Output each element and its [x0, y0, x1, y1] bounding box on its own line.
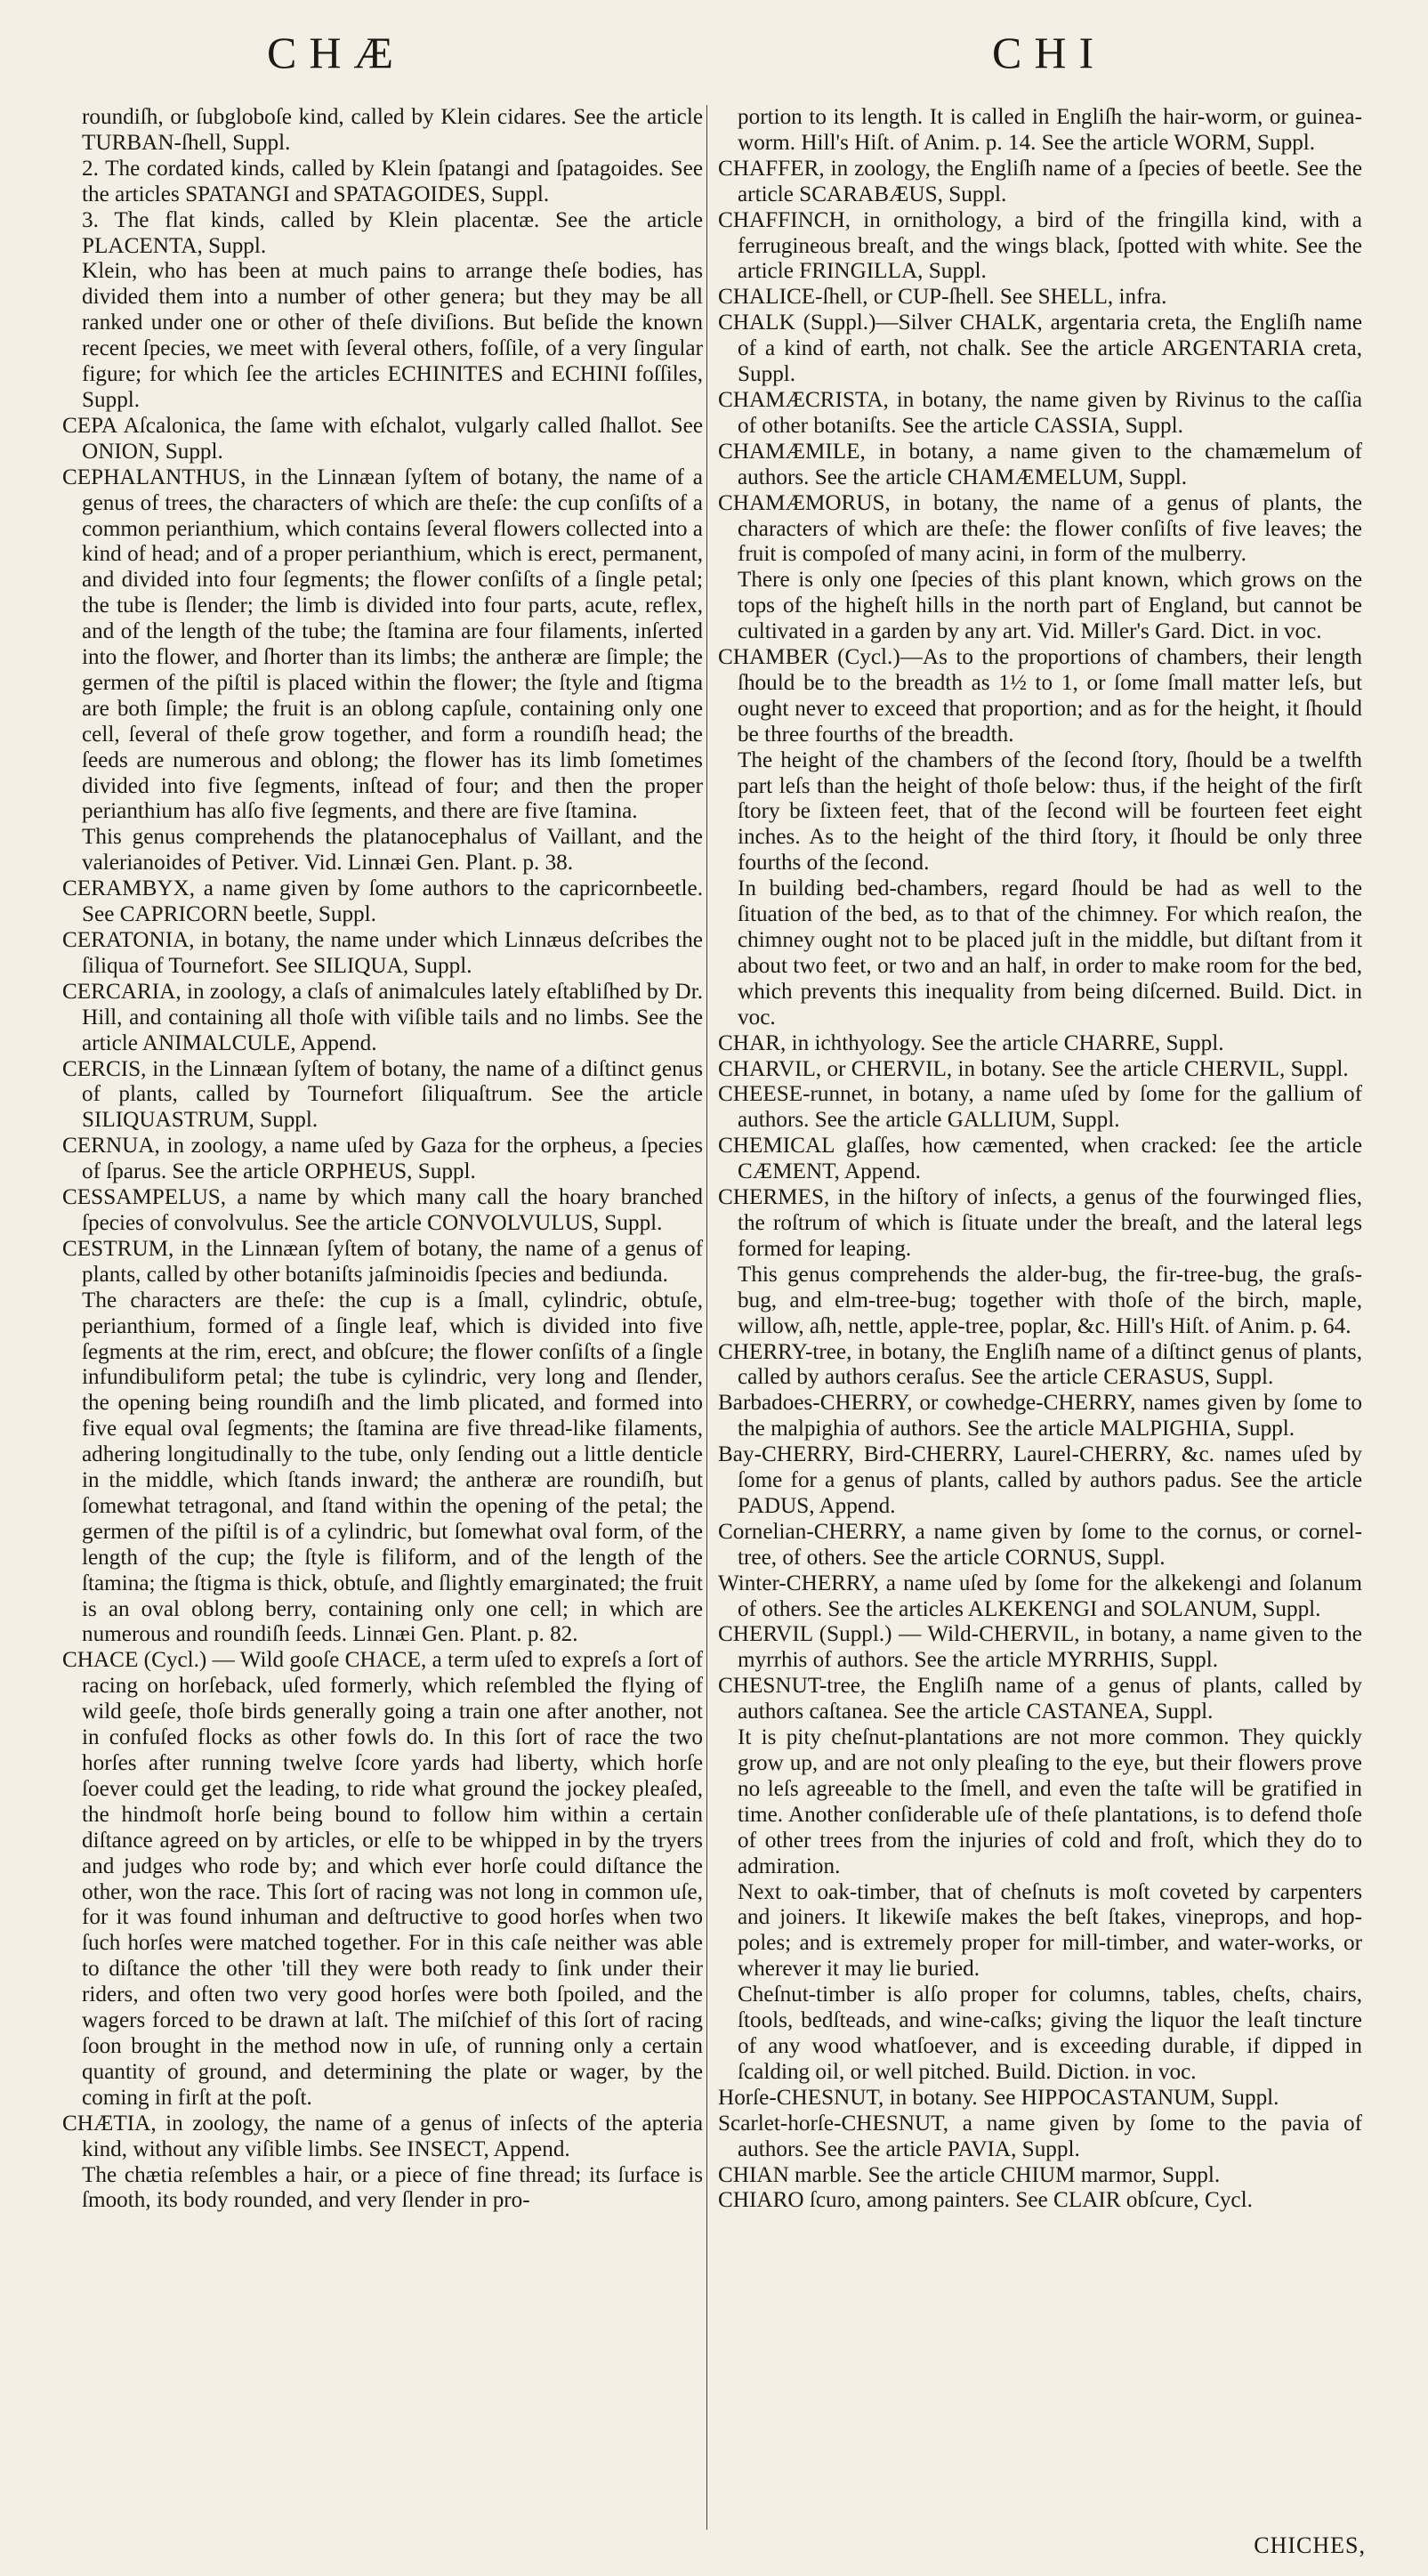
left-entry: CEPA Aſcalonica, the ſame with eſchalot, vulgarly called ſhallot. See ONION, Suppl. — [62, 413, 703, 464]
left-entry: 2. The cordated kinds, called by Klein ſpatangi and ſpatagoides. See the articles SPATANGI and SPATAGOIDES, Suppl. — [82, 156, 703, 206]
right-entry: CHERVIL (Suppl.) — Wild-CHERVIL, in botany, a name given to the myrrhis of authors. See the article MYRRHIS, Suppl. — [718, 1622, 1362, 1673]
running-head-left: CHÆ — [267, 28, 406, 77]
right-entry: CHAMÆMILE, in botany, a name given to the chamæmelum of authors. See the article CHAMÆMELUM, Suppl. — [718, 439, 1362, 489]
left-column — [62, 105, 703, 2214]
left-entry: CHÆTIA, in zoology, the name of a genus of inſects of the apteria kind, without any viſible limbs. See INSECT, Append. — [62, 2111, 703, 2161]
right-entry: Winter-CHERRY, a name uſed by ſome for the alkekengi and ſolanum of others. See the articles ALKEKENGI and SOLANUM, Suppl. — [718, 1571, 1362, 1621]
left-entry: CHACE (Cycl.) — Wild gooſe CHACE, a term uſed to expreſs a ſort of racing on horſeback, uſed formerly, which reſembled the flying of wild geeſe, thoſe birds generally going a train one after another, not in confuſed flocks as other fowls do. In this ſort of race the two horſes after running twelve ſcore yards had liberty, which horſe ſoever could get the leading, to ride what ground the jockey pleaſed, the hindmoſt horſe being bound to follow him within a certain diſtance agreed on by articles, or elſe to be whipped in by the tryers and judges who rode by; and which ever horſe could diſtance the other, won the race. This ſort of racing was not long in common uſe, for it was found inhuman and deſtructive to good horſes when two ſuch horſes were matched together. For in this caſe neither was able to diſtance the other 'till they were both ready to ſink under their riders, and often two very good horſes were both ſpoiled, and the wagers forced to be drawn at laſt. The miſchief of this ſort of racing ſoon brought in the method now in uſe, of running only a certain quantity of ground, and determining the plate or wager, by the coming in firſt at the poſt. — [62, 1648, 703, 2110]
right-entry: Cornelian-CHERRY, a name given by ſome to the cornus, or cornel-tree, of others. See the article CORNUS, Suppl. — [718, 1519, 1362, 1570]
right-entry: CHIAN marble. See the article CHIUM marmor, Suppl. — [718, 2162, 1221, 2187]
right-entry: Cheſnut-timber is alſo proper for columns, tables, cheſts, chairs, ſtools, bedſteads, and wine-caſks; giving the liquor the leaſt tincture of any wood whatſoever, and is exceeding durable, if dipped in ſcalding oil, or well pitched. Build. Diction. in voc. — [738, 1982, 1362, 2084]
right-entry: Barbadoes-CHERRY, or cowhedge-CHERRY, names given by ſome to the malpighia of authors. See the article MALPIGHIA, Suppl. — [718, 1391, 1362, 1441]
left-entry: This genus comprehends the platanocephalus of Vaillant, and the valerianoides of Petiver. Vid. Linnæi Gen. Plant. p. 38. — [82, 825, 703, 876]
right-entry: Next to oak-timber, that of cheſnuts is moſt coveted by carpenters and joiners. It likewiſe makes the beſt ſtakes, vineprops, and hop-poles; and is extremely proper for mill-timber, and water-works, or wherever it may lie buried. — [738, 1879, 1362, 1982]
right-entry: Scarlet-horſe-CHESNUT, a name given by ſome to the pavia of authors. See the article PAVIA, Suppl. — [718, 2111, 1362, 2161]
right-entry: CHIARO ſcuro, among painters. See CLAIR obſcure, Cycl. — [718, 2188, 1253, 2213]
right-entry: The height of the chambers of the ſecond ſtory, ſhould be a twelfth part leſs than the height of thoſe below: thus, if the height of the firſt ſtory be ſixteen feet, that of the ſecond will be fourteen feet eight inches. As to the height of the third ſtory, it ſhould be only three fourths of the ſecond. — [738, 747, 1362, 876]
right-entry: CHAMBER (Cycl.)—As to the proportions of chambers, their length ſhould be to the breadth as 1½ to 1, or ſome ſmall matter leſs, but ought never to exceed that proportion; and as for the height, it ſhould be three fourths of the breadth. — [718, 645, 1362, 747]
right-entry: CHERRY-tree, in botany, the Engliſh name of a diſtinct genus of plants, called by authors ceraſus. See the article CERASUS, Suppl. — [718, 1339, 1362, 1390]
catchword: CHICHES, — [1254, 2532, 1366, 2558]
running-head-right: CHI — [992, 28, 1107, 77]
left-entry: CESTRUM, in the Linnæan ſyſtem of botany, the name of a genus of plants, called by other botaniſts jaſminoidis ſpecies and bediunda. — [62, 1236, 703, 1287]
right-entry: CHALICE-ſhell, or CUP-ſhell. See SHELL, infra. — [718, 285, 1167, 310]
right-entry: CHAR, in ichthyology. See the article CHARRE, Suppl. — [718, 1030, 1224, 1055]
right-entry: In building bed-chambers, regard ſhould be had as well to the ſituation of the bed, as to that of the chimney. For which reaſon, the chimney ought not to be placed juſt in the middle, but diſtant from it about two feet, or two and an half, in order to make room for the bed, which prevents this inequality from being diſcerned. Build. Dict. in voc. — [738, 876, 1362, 1030]
right-entry: CHARVIL, or CHERVIL, in botany. See the article CHERVIL, Suppl. — [718, 1056, 1349, 1081]
left-entry: CEPHALANTHUS, in the Linnæan ſyſtem of botany, the name of a genus of trees, the characters of which are theſe: the cup conſiſts of a common perianthium, which contains ſeveral flowers collected into a kind of head; and of a proper perianthium, which is erect, permanent, and divided into four ſegments; the flower conſiſts of a ſingle petal; the tube is ſlender; the limb is divided into four parts, acute, reflex, and of the length of the tube; the ſtamina are four filaments, inſerted into the flower, and ſhorter than its limbs; the antheræ are ſimple; the germen of the piſtil is placed within the flower; the ſtyle and ſtigma are both ſimple; the fruit is an oblong capſule, containing only one cell, ſeveral of theſe grow together, and form a roundiſh head; the ſeeds are numerous and oblong; the flower has its limb ſometimes divided into five ſegments, inſtead of four; and then the proper perianthium has alſo five ſegments, and there are five ſtamina. — [62, 464, 704, 824]
left-entry: CESSAMPELUS, a name by which many call the hoary branched ſpecies of convolvulus. See the article CONVOLVULUS, Suppl. — [62, 1185, 703, 1235]
left-entry: The characters are theſe: the cup is a ſmall, cylindric, obtuſe, perianthium, formed of a ſingle leaf, which is divided into five ſegments at the rim, erect, and obſcure; the flower conſiſts of a ſingle infundibuliform petal; the tube is cylindric, very long and ſlender, the opening being roundiſh and the limb plicated, and formed into five equal oval ſegments; the ſtamina are five thread-like filaments, adhering longitudinally to the tube, only ſending out a little denticle in the middle, which ſtands inward; the antheræ are roundiſh, but ſomewhat tetragonal, and ſtand within the opening of the petal; the germen of the piſtil is of a cylindric, but ſomewhat oval form, of the length of the cup; the ſtyle is filiform, and of the length of the ſtamina; the ſtigma is thick, obtuſe, and ſlightly emarginated; the fruit is an oval oblong berry, containing only one cell; in which are numerous and roundiſh ſeeds. Linnæi Gen. Plant. p. 82. — [82, 1288, 703, 1647]
right-entry: Bay-CHERRY, Bird-CHERRY, Laurel-CHERRY, &c. names uſed by ſome for a genus of plants, called by authors padus. See the article PADUS, Append. — [718, 1442, 1362, 1518]
left-entry: CERCARIA, in zoology, a claſs of animalcules lately eſtabliſhed by Dr. Hill, and containing all thoſe with viſible tails and no limbs. See the article ANIMALCULE, Append. — [62, 979, 703, 1055]
left-entry: 3. The flat kinds, called by Klein placentæ. See the article PLACENTA, Suppl. — [82, 207, 703, 258]
left-entry: CERCIS, in the Linnæan ſyſtem of botany, the name of a diſtinct genus of plants, called by Tournefort ſiliquaſtrum. See the article SILIQUASTRUM, Suppl. — [62, 1056, 703, 1133]
right-entry: portion to its length. It is called in Engliſh the hair-worm, or guinea-worm. Hill's Hiſt. of Anim. p. 14. See the article WORM, Suppl. — [738, 105, 1362, 155]
right-entry: CHAMÆMORUS, in botany, the name of a genus of plants, the characters of which are theſe: the flower conſiſts of five leaves; the fruit is compoſed of many acini, in form of the mulberry. — [718, 490, 1362, 567]
left-entry: The chætia reſembles a hair, or a piece of fine thread; its ſurface is ſmooth, its body rounded, and very ſlender in pro- — [82, 2162, 703, 2213]
right-entry: CHAMÆCRISTA, in botany, the name given by Rivinus to the caſſia of other botaniſts. See the article CASSIA, Suppl. — [718, 387, 1362, 438]
column-divider — [706, 105, 707, 2530]
left-entry: roundiſh, or ſubgloboſe kind, called by Klein cidares. See the article TURBAN-ſhell, Suppl. — [82, 105, 703, 155]
right-entry: It is pity cheſnut-plantations are not more common. They quickly grow up, and are not only pleaſing to the eye, but their flowers prove no leſs agreeable to the ſmell, and even the taſte will be gratified in time. Another conſiderable uſe of theſe plantations, is to defend thoſe of other trees from the injuries of cold and froſt, which they do to admiration. — [738, 1725, 1362, 1878]
left-entry: CERAMBYX, a name given by ſome authors to the capricornbeetle. See CAPRICORN beetle, Suppl. — [62, 876, 703, 927]
right-entry: CHERMES, in the hiſtory of inſects, a genus of the fourwinged flies, the roſtrum of which is ſituate under the breaſt, and the lateral legs formed for leaping. — [718, 1185, 1362, 1261]
right-entry: CHESNUT-tree, the Engliſh name of a genus of plants, called by authors caſtanea. See the article CASTANEA, Suppl. — [718, 1674, 1362, 1724]
right-entry: There is only one ſpecies of this plant known, which grows on the tops of the higheſt hills in the north part of England, but cannot be cultivated in a garden by any art. Vid. Miller's Gard. Dict. in voc. — [738, 568, 1362, 644]
right-entry: CHALK (Suppl.)—Silver CHALK, argentaria creta, the Engliſh name of a kind of earth, not chalk. See the article ARGENTARIA creta, Suppl. — [718, 311, 1362, 387]
right-entry: CHEMICAL glaſſes, how cæmented, when cracked: ſee the article CÆMENT, Append. — [718, 1134, 1362, 1184]
right-entry: CHEESE-runnet, in botany, a name uſed by ſome for the gallium of authors. See the article GALLIUM, Suppl. — [718, 1082, 1362, 1133]
right-entry: Horſe-CHESNUT, in botany. See HIPPOCASTANUM, Suppl. — [718, 2085, 1279, 2110]
right-entry: CHAFFER, in zoology, the Engliſh name of a ſpecies of beetle. See the article SCARABÆUS, Suppl. — [718, 156, 1362, 206]
left-entry: CERATONIA, in botany, the name under which Linnæus deſcribes the ſiliqua of Tournefort. See SILIQUA, Suppl. — [62, 928, 703, 978]
left-entry: Klein, who has been at much pains to arrange theſe bodies, has divided them into a number of other genera; but they may be all ranked under one or other of theſe diviſions. But beſide the known recent ſpecies, we meet with ſeveral others, foſſile, of a very ſingular figure; for which ſee the articles ECHINITES and ECHINI foſſiles, Suppl. — [82, 259, 703, 412]
right-entry: This genus comprehends the alder-bug, the fir-tree-bug, the graſs-bug, and elm-tree-bug; together with thoſe of the birch, maple, willow, aſh, nettle, apple-tree, poplar, &c. Hill's Hiſt. of Anim. p. 64. — [738, 1262, 1362, 1338]
right-column — [718, 105, 1362, 2214]
right-entry: CHAFFINCH, in ornithology, a bird of the fringilla kind, with a ferrugineous breaſt, and the wings black, ſpotted with white. See the article FRINGILLA, Suppl. — [718, 207, 1362, 284]
left-entry: CERNUA, in zoology, a name uſed by Gaza for the orpheus, a ſpecies of ſparus. See the article ORPHEUS, Suppl. — [62, 1134, 703, 1184]
